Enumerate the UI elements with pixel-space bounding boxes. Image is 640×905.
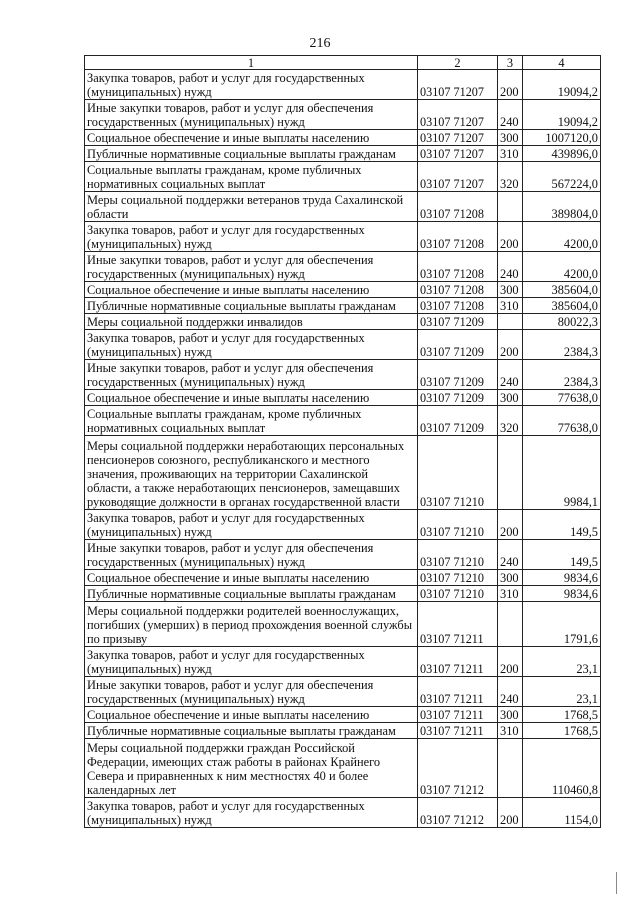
row-code: 03107 71210 [418, 570, 498, 586]
row-expense-type: 300 [498, 570, 523, 586]
table-row [85, 222, 601, 252]
row-code: 03107 71209 [418, 330, 498, 360]
header-col-2: 2 [418, 56, 498, 70]
table-row [85, 540, 601, 570]
table-row [85, 192, 601, 222]
row-amount: 2384,3 [523, 360, 601, 390]
row-name: Закупка товаров, работ и услуг для государственных (муниципальных) нужд [85, 798, 418, 828]
row-name: Иные закупки товаров, работ и услуг для обеспечения государственных (муниципальных) нужд [85, 100, 418, 130]
table-row [85, 130, 601, 146]
row-expense-type [498, 314, 523, 330]
row-code: 03107 71208 [418, 282, 498, 298]
table-row [85, 798, 601, 828]
table-row [85, 723, 601, 739]
row-expense-type: 240 [498, 677, 523, 707]
row-name: Меры социальной поддержки родителей военнослужащих, погибших (умерших) в период прохождения военной службы по призыву [85, 602, 418, 647]
table-row [85, 739, 601, 798]
row-expense-type: 200 [498, 330, 523, 360]
budget-table [84, 55, 601, 828]
table-row [85, 647, 601, 677]
row-expense-type [498, 192, 523, 222]
row-name: Социальное обеспечение и иные выплаты населению [85, 282, 418, 298]
row-name: Меры социальной поддержки неработающих персональных пенсионеров союзного, республиканского и местного значения, проживающих на территории Сахалинской области, а также неработающих пенсионеров, замещавших руководящие должности в органах государственной власти [85, 436, 418, 510]
row-name: Публичные нормативные социальные выплаты гражданам [85, 146, 418, 162]
header-row [85, 56, 601, 70]
row-amount: 80022,3 [523, 314, 601, 330]
row-name: Публичные нормативные социальные выплаты гражданам [85, 298, 418, 314]
header-col-4: 4 [523, 56, 601, 70]
table-row [85, 602, 601, 647]
row-amount: 1007120,0 [523, 130, 601, 146]
table-row [85, 677, 601, 707]
row-code: 03107 71208 [418, 192, 498, 222]
table-row [85, 298, 601, 314]
row-name: Социальное обеспечение и иные выплаты населению [85, 707, 418, 723]
row-amount: 4200,0 [523, 252, 601, 282]
row-expense-type: 240 [498, 252, 523, 282]
row-amount: 23,1 [523, 647, 601, 677]
row-amount: 1768,5 [523, 707, 601, 723]
row-code: 03107 71212 [418, 739, 498, 798]
row-code: 03107 71207 [418, 100, 498, 130]
table-row [85, 70, 601, 100]
row-name: Иные закупки товаров, работ и услуг для обеспечения государственных (муниципальных) нужд [85, 360, 418, 390]
row-code: 03107 71208 [418, 298, 498, 314]
row-code: 03107 71210 [418, 586, 498, 602]
table-row [85, 314, 601, 330]
row-amount: 9834,6 [523, 586, 601, 602]
row-expense-type: 320 [498, 406, 523, 436]
table-header [85, 56, 601, 70]
row-name: Публичные нормативные социальные выплаты гражданам [85, 586, 418, 602]
row-code: 03107 71207 [418, 70, 498, 100]
row-name: Социальное обеспечение и иные выплаты населению [85, 130, 418, 146]
row-expense-type [498, 602, 523, 647]
table-row [85, 707, 601, 723]
row-expense-type: 200 [498, 798, 523, 828]
row-expense-type: 310 [498, 146, 523, 162]
row-code: 03107 71210 [418, 540, 498, 570]
row-code: 03107 71209 [418, 360, 498, 390]
row-expense-type [498, 739, 523, 798]
header-col-3: 3 [498, 56, 523, 70]
row-amount: 389804,0 [523, 192, 601, 222]
row-expense-type: 200 [498, 647, 523, 677]
row-name: Закупка товаров, работ и услуг для государственных (муниципальных) нужд [85, 330, 418, 360]
row-code: 03107 71207 [418, 130, 498, 146]
table-row [85, 436, 601, 510]
row-code: 03107 71208 [418, 252, 498, 282]
row-expense-type: 240 [498, 360, 523, 390]
row-code: 03107 71209 [418, 314, 498, 330]
row-amount: 19094,2 [523, 100, 601, 130]
table-row [85, 162, 601, 192]
row-amount: 19094,2 [523, 70, 601, 100]
row-expense-type: 300 [498, 707, 523, 723]
row-expense-type: 200 [498, 222, 523, 252]
row-code: 03107 71211 [418, 602, 498, 647]
table-row [85, 146, 601, 162]
row-name: Социальные выплаты гражданам, кроме публичных нормативных социальных выплат [85, 406, 418, 436]
table-row [85, 330, 601, 360]
row-name: Меры социальной поддержки граждан Российской Федерации, имеющих стаж работы в районах Крайнего Севера и приравненных к ним местностях 40 и более календарных лет [85, 739, 418, 798]
table-row [85, 100, 601, 130]
row-expense-type: 300 [498, 282, 523, 298]
row-code: 03107 71207 [418, 162, 498, 192]
row-amount: 23,1 [523, 677, 601, 707]
row-name: Закупка товаров, работ и услуг для государственных (муниципальных) нужд [85, 222, 418, 252]
row-expense-type: 310 [498, 298, 523, 314]
row-amount: 2384,3 [523, 330, 601, 360]
row-name: Закупка товаров, работ и услуг для государственных (муниципальных) нужд [85, 647, 418, 677]
row-expense-type: 240 [498, 540, 523, 570]
table-row [85, 406, 601, 436]
row-name: Меры социальной поддержки ветеранов труда Сахалинской области [85, 192, 418, 222]
row-code: 03107 71209 [418, 406, 498, 436]
row-amount: 385604,0 [523, 298, 601, 314]
table-body [85, 70, 601, 828]
table-row [85, 586, 601, 602]
header-col-1: 1 [85, 56, 418, 70]
row-amount: 149,5 [523, 540, 601, 570]
row-name: Социальное обеспечение и иные выплаты населению [85, 390, 418, 406]
scan-edge-mark [616, 872, 617, 894]
row-code: 03107 71212 [418, 798, 498, 828]
table-row [85, 390, 601, 406]
row-expense-type: 300 [498, 130, 523, 146]
row-amount: 110460,8 [523, 739, 601, 798]
row-amount: 9984,1 [523, 436, 601, 510]
row-code: 03107 71207 [418, 146, 498, 162]
row-code: 03107 71209 [418, 390, 498, 406]
row-amount: 77638,0 [523, 390, 601, 406]
row-name: Социальное обеспечение и иные выплаты населению [85, 570, 418, 586]
row-expense-type: 310 [498, 586, 523, 602]
row-code: 03107 71211 [418, 677, 498, 707]
row-code: 03107 71210 [418, 436, 498, 510]
row-name: Иные закупки товаров, работ и услуг для обеспечения государственных (муниципальных) нужд [85, 677, 418, 707]
row-name: Социальные выплаты гражданам, кроме публичных нормативных социальных выплат [85, 162, 418, 192]
row-amount: 9834,6 [523, 570, 601, 586]
table-row [85, 252, 601, 282]
row-amount: 77638,0 [523, 406, 601, 436]
row-amount: 385604,0 [523, 282, 601, 298]
row-name: Иные закупки товаров, работ и услуг для обеспечения государственных (муниципальных) нужд [85, 252, 418, 282]
row-name: Меры социальной поддержки инвалидов [85, 314, 418, 330]
row-code: 03107 71211 [418, 647, 498, 677]
table-row [85, 510, 601, 540]
row-expense-type: 240 [498, 100, 523, 130]
row-code: 03107 71211 [418, 707, 498, 723]
row-amount: 1791,6 [523, 602, 601, 647]
row-amount: 567224,0 [523, 162, 601, 192]
row-amount: 4200,0 [523, 222, 601, 252]
row-name: Закупка товаров, работ и услуг для государственных (муниципальных) нужд [85, 70, 418, 100]
table-row [85, 360, 601, 390]
row-expense-type: 200 [498, 70, 523, 100]
row-name: Иные закупки товаров, работ и услуг для обеспечения государственных (муниципальных) нужд [85, 540, 418, 570]
row-code: 03107 71211 [418, 723, 498, 739]
row-expense-type: 300 [498, 390, 523, 406]
row-amount: 149,5 [523, 510, 601, 540]
row-expense-type: 310 [498, 723, 523, 739]
row-amount: 1154,0 [523, 798, 601, 828]
row-expense-type: 200 [498, 510, 523, 540]
row-name: Закупка товаров, работ и услуг для государственных (муниципальных) нужд [85, 510, 418, 540]
row-expense-type [498, 436, 523, 510]
row-name: Публичные нормативные социальные выплаты гражданам [85, 723, 418, 739]
table-row [85, 570, 601, 586]
row-expense-type: 320 [498, 162, 523, 192]
row-amount: 439896,0 [523, 146, 601, 162]
row-code: 03107 71210 [418, 510, 498, 540]
table-row [85, 282, 601, 298]
page-number: 216 [309, 36, 331, 51]
row-amount: 1768,5 [523, 723, 601, 739]
row-code: 03107 71208 [418, 222, 498, 252]
